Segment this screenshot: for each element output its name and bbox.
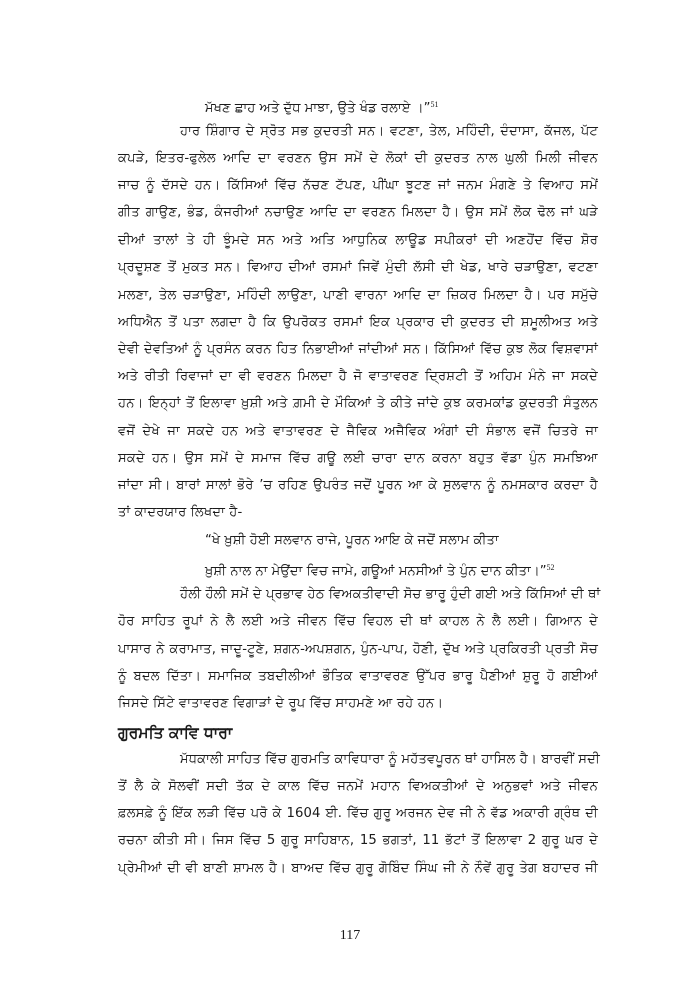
paragraph-line: ਅਧਿਐਨ ਤੋਂ ਪਤਾ ਲਗਦਾ ਹੈ ਕਿ ਉਪਰੋਕਤ ਰਸਮਾਂ ਇਕ ਪ੍ਰਕਾਰ ਦੀ ਕੁਦਰਤ ਦੀ ਸ਼ਮੂਲੀਅਤ ਅਤੇ bbox=[118, 315, 598, 330]
paragraph-line: ਪ੍ਰੇਮੀਆਂ ਦੀ ਵੀ ਬਾਣੀ ਸ਼ਾਮਲ ਹੈ। ਬਾਅਦ ਵਿੱਚ ਗੁਰੂ ਗੋਬਿੰਦ ਸਿੰਘ ਜੀ ਨੇ ਨੌਵੇਂ ਗੁਰੂ ਤੇਗ ਬਹਾਦਰ ਜੀ bbox=[118, 861, 598, 876]
paragraph-line: ਮੱਧਕਾਲੀ ਸਾਹਿਤ ਵਿੱਚ ਗੁਰਮਤਿ ਕਾਵਿਧਾਰਾ ਨੂੰ ਮਹੱਤਵਪੂਰਨ ਥਾਂ ਹਾਸਿਲ ਹੈ। ਬਾਰਵੀਂ ਸਦੀ bbox=[180, 752, 600, 767]
paragraph-line: ਵਜੋਂ ਦੇਖੇ ਜਾ ਸਕਦੇ ਹਨ ਅਤੇ ਵਾਤਾਵਰਣ ਦੇ ਜੈਵਿਕ ਅਜੈਵਿਕ ਅੰਗਾਂ ਦੀ ਸੰਭਾਲ ਵਜੋਂ ਚਿਤਰੇ ਜਾ bbox=[118, 424, 598, 439]
paragraph-line: ਹੋਰ ਸਾਹਿਤ ਰੂਪਾਂ ਨੇ ਲੈ ਲਈ ਅਤੇ ਜੀਵਨ ਵਿੱਚ ਵਿਹਲ ਦੀ ਥਾਂ ਕਾਹਲ ਨੇ ਲੈ ਲਈ। ਗਿਆਨ ਦੇ bbox=[118, 614, 598, 629]
page-number: 117 bbox=[339, 928, 361, 943]
paragraph-line: ਜਾਚ ਨੂੰ ਦੱਸਦੇ ਹਨ। ਕਿੱਸਿਆਂ ਵਿੱਚ ਨੱਚਣ ਟੱਪਣ, ਪੀਂਘਾ ਝੂਟਣ ਜਾਂ ਜਨਮ ਮੰਗਣੇ ਤੇ ਵਿਆਹ ਸਮੇਂ bbox=[118, 178, 598, 193]
paragraph-line: ਤੋਂ ਲੈ ਕੇ ਸੋਲਵੀਂ ਸਦੀ ਤੱਕ ਦੇ ਕਾਲ ਵਿੱਚ ਜਨਮੇਂ ਮਹਾਨ ਵਿਅਕਤੀਆਂ ਦੇ ਅਨੁਭਵਾਂ ਅਤੇ ਜੀਵਨ bbox=[118, 779, 598, 794]
paragraph-line: ਦੇਵੀ ਦੇਵਤਿਆਂ ਨੂੰ ਪ੍ਰਸੰਨ ਕਰਨ ਹਿਤ ਨਿਭਾਈਆਂ ਜਾਂਦੀਆਂ ਸਨ। ਕਿੱਸਿਆਂ ਵਿੱਚ ਕੁਝ ਲੋਕ ਵਿਸ਼ਵਾਸਾਂ bbox=[118, 342, 598, 357]
section-heading: ਗੁਰਮਤਿ ਕਾਵਿ ਧਾਰਾ bbox=[118, 724, 233, 742]
paragraph-line: ਸਕਦੇ ਹਨ। ਉਸ ਸਮੇਂ ਦੇ ਸਮਾਜ ਵਿੱਚ ਗਊ ਲਈ ਚਾਰਾ ਦਾਨ ਕਰਨਾ ਬਹੁਤ ਵੱਡਾ ਪੁੰਨ ਸਮਝਿਆ bbox=[118, 451, 598, 466]
paragraph-line: ਪਾਸਾਰ ਨੇ ਕਰਾਮਾਤ, ਜਾਦੂ-ਟੂਣੇ, ਸ਼ਗਨ-ਅਪਸ਼ਗਨ, ਪੁੰਨ-ਪਾਪ, ਹੋਣੀ, ਦੁੱਖ ਅਤੇ ਪ੍ਰਕਿਰਤੀ ਪ੍ਰਤੀ ਸੋਚ bbox=[118, 642, 598, 657]
paragraph-line: ਕਪੜੇ, ਇਤਰ-ਫੁਲੇਲ ਆਦਿ ਦਾ ਵਰਣਨ ਉਸ ਸਮੇਂ ਦੇ ਲੋਕਾਂ ਦੀ ਕੁਦਰਤ ਨਾਲ ਘੁਲੀ ਮਿਲੀ ਜੀਵਨ bbox=[118, 151, 598, 166]
paragraph-line: ਰਚਨਾ ਕੀਤੀ ਸੀ। ਜਿਸ ਵਿੱਚ 5 ਗੁਰੂ ਸਾਹਿਬਾਨ, 15 ਭਗਤਾਂ, 11 ਭੱਟਾਂ ਤੋਂ ਇਲਾਵਾ 2 ਗੁਰੂ ਘਰ ਦੇ bbox=[118, 833, 598, 848]
paragraph-line: ਹਨ। ਇਨ੍ਹਾਂ ਤੋਂ ਇਲਾਵਾ ਖ਼ੁਸ਼ੀ ਅਤੇ ਗ਼ਮੀ ਦੇ ਮੌਕਿਆਂ ਤੇ ਕੀਤੇ ਜਾਂਦੇ ਕੁਝ ਕਰਮਕਾਂਡ ਕੁਦਰਤੀ ਸੰਤੁਲਨ bbox=[118, 396, 598, 411]
paragraph-line: ਹਾਰ ਸ਼ਿੰਗਾਰ ਦੇ ਸ੍ਰੋਤ ਸਭ ਕੁਦਰਤੀ ਸਨ। ਵਟਣਾ, ਤੇਲ, ਮਹਿੰਦੀ, ਦੰਦਾਸਾ, ਕੱਜਲ, ਪੱਟ bbox=[180, 124, 598, 139]
paragraph-line: ਪ੍ਰਦੂਸ਼ਣ ਤੋਂ ਮੁਕਤ ਸਨ। ਵਿਆਹ ਦੀਆਂ ਰਸਮਾਂ ਜਿਵੇਂ ਮੁੰਦੀ ਲੱਸੀ ਦੀ ਖੇਡ, ਖਾਰੇ ਚੜਾਉਣਾ, ਵਟਣਾ bbox=[118, 260, 598, 275]
footnote-marker: 52 bbox=[546, 563, 555, 572]
paragraph-line: ਹੌਲੀ ਹੌਲੀ ਸਮੇਂ ਦੇ ਪ੍ਰਭਾਵ ਹੇਠ ਵਿਅਕਤੀਵਾਦੀ ਸੋਚ ਭਾਰੂ ਹੁੰਦੀ ਗਈ ਅਤੇ ਕਿੱਸਿਆਂ ਦੀ ਥਾਂ bbox=[180, 587, 601, 602]
paragraph-line: ਮਲਣਾ, ਤੇਲ ਚੜਾਉਣਾ, ਮਹਿੰਦੀ ਲਾਉਣਾ, ਪਾਣੀ ਵਾਰਨਾ ਆਦਿ ਦਾ ਜ਼ਿਕਰ ਮਿਲਦਾ ਹੈ। ਪਰ ਸਮੁੱਚੇ bbox=[118, 288, 598, 303]
paragraph-line: ਜਿਸਦੇ ਸਿੱਟੇ ਵਾਤਾਵਰਣ ਵਿਗਾੜਾਂ ਦੇ ਰੂਪ ਵਿੱਚ ਸਾਹਮਣੇ ਆ ਰਹੇ ਹਨ। bbox=[118, 696, 444, 711]
paragraph-line: ਗੀਤ ਗਾਉਣ, ਭੰਡ, ਕੰਜਰੀਆਂ ਨਚਾਉਣ ਆਦਿ ਦਾ ਵਰਣਨ ਮਿਲਦਾ ਹੈ। ਉਸ ਸਮੇਂ ਲੋਕ ਢੋਲ ਜਾਂ ਘੜੇ bbox=[118, 205, 598, 220]
quote-text: ਮੱਖਣ ਛਾਹ ਅਤੇ ਦੁੱਧ ਮਾਝਾ, ਉਤੇ ਖੰਡ ਰਲਾਏ ।” bbox=[205, 101, 431, 116]
paragraph-line: ਦੀਆਂ ਤਾਲਾਂ ਤੇ ਹੀ ਝੂੰਮਦੇ ਸਨ ਅਤੇ ਅਤਿ ਆਧੁਨਿਕ ਲਾਊਡ ਸਪੀਕਰਾਂ ਦੀ ਅਣਹੋਂਦ ਵਿੱਚ ਸ਼ੋਰ bbox=[118, 233, 598, 248]
verse-line bbox=[205, 558, 555, 582]
paragraph-line: ਤਾਂ ਕਾਦਰਯਾਰ ਲਿਖਦਾ ਹੈ- bbox=[118, 505, 243, 520]
paragraph-line: ਅਤੇ ਰੀਤੀ ਰਿਵਾਜਾਂ ਦਾ ਵੀ ਵਰਣਨ ਮਿਲਦਾ ਹੈ ਜੋ ਵਾਤਾਵਰਣ ਦ੍ਰਿਸ਼ਟੀ ਤੋਂ ਅਹਿਮ ਮੰਨੇ ਜਾ ਸਕਦੇ bbox=[118, 369, 598, 384]
opening-quote bbox=[205, 95, 438, 119]
paragraph-line: ਜਾਂਦਾ ਸੀ। ਬਾਰਾਂ ਸਾਲਾਂ ਭੋਰੇ ’ਚ ਰਹਿਣ ਉਪਰੰਤ ਜਦੋਂ ਪੂਰਨ ਆ ਕੇ ਸੁਲਵਾਨ ਨੂੰ ਨਮਸਕਾਰ ਕਰਦਾ ਹੈ bbox=[118, 478, 598, 493]
verse-text: ਖ਼ੁਸ਼ੀ ਨਾਲ ਨਾ ਮੇਉਂਦਾ ਵਿਚ ਜਾਮੇ, ਗਊਆਂ ਮਨਸੀਆਂ ਤੇ ਪੁੰਨ ਦਾਨ ਕੀਤਾ।” bbox=[205, 564, 547, 579]
paragraph-line: ਨੂੰ ਬਦਲ ਦਿੱਤਾ। ਸਮਾਜਿਕ ਤਬਦੀਲੀਆਂ ਭੌਤਿਕ ਵਾਤਾਵਰਣ ਉੱਪਰ ਭਾਰੂ ਪੈਣੀਆਂ ਸ਼ੁਰੂ ਹੋ ਗਈਆਂ bbox=[118, 669, 598, 684]
footnote-marker: 51 bbox=[430, 100, 439, 109]
paragraph-line: ਫ਼ਲਸਫ਼ੇ ਨੂੰ ਇੱਕ ਲੜੀ ਵਿੱਚ ਪਰੋ ਕੇ 1604 ਈ. ਵਿੱਚ ਗੁਰੂ ਅਰਜਨ ਦੇਵ ਜੀ ਨੇ ਵੱਡ ਅਕਾਰੀ ਗ੍ਰੰਥ ਦੀ bbox=[118, 806, 598, 821]
verse-line: “ਖੇ ਖ਼ੁਸ਼ੀ ਹੋਈ ਸਲਵਾਨ ਰਾਜੇ, ਪੂਰਨ ਆਇ ਕੇ ਜਦੋਂ ਸਲਾਮ ਕੀਤਾ bbox=[205, 533, 499, 548]
